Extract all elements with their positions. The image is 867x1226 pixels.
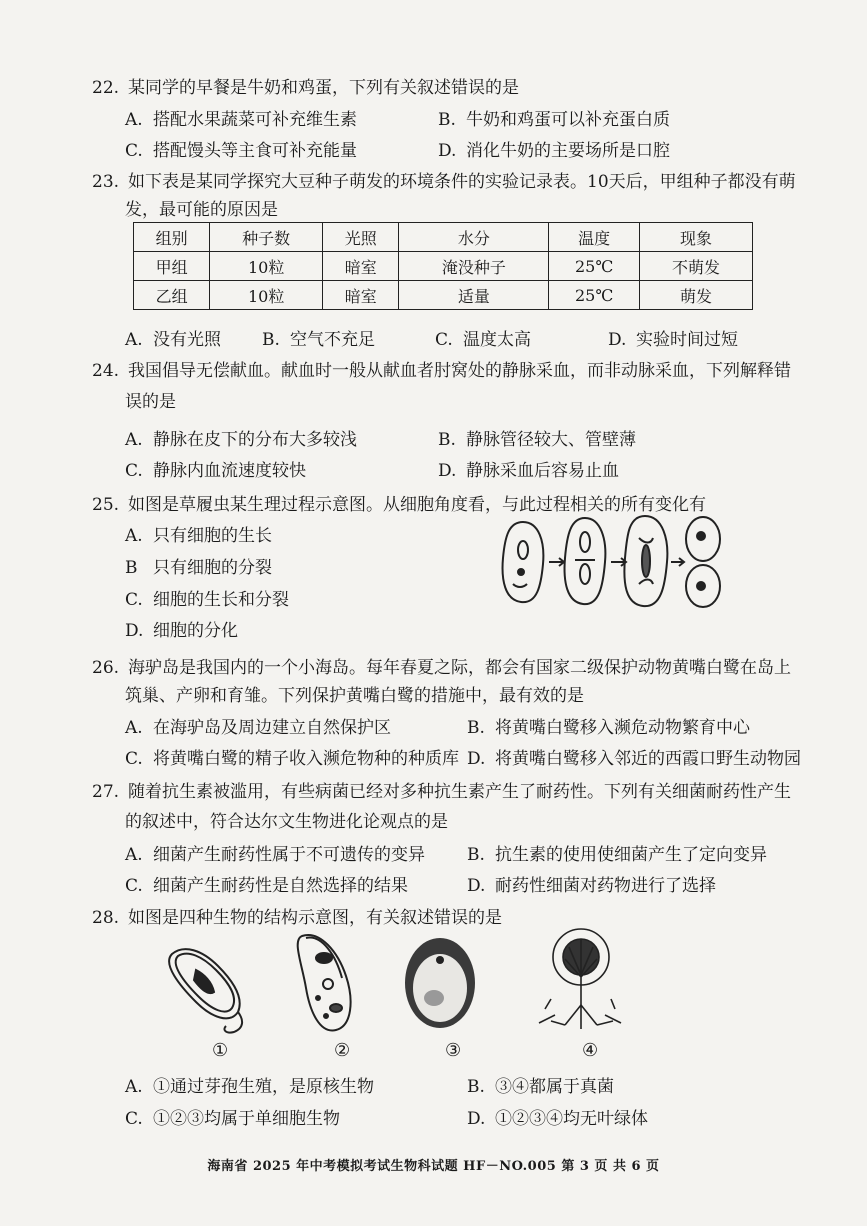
table-cell: 萌发 (639, 281, 752, 310)
table-cell: 暗室 (323, 252, 399, 281)
table-header: 种子数 (210, 223, 323, 252)
mold-figure (525, 925, 635, 1035)
table-header: 光照 (323, 223, 399, 252)
question-22-stem (92, 78, 519, 98)
q22-option-d: D. 消化牛奶的主要场所是口腔 (438, 141, 670, 161)
q24-option-d: D. 静脉采血后容易止血 (438, 461, 619, 481)
q27-option-a: A. 细菌产生耐药性属于不可遗传的变异 (125, 845, 425, 865)
table-header: 现象 (639, 223, 752, 252)
figure-label: ② (334, 1040, 351, 1061)
table-cell: 淹没种子 (399, 252, 549, 281)
question-number: 24. (92, 361, 120, 381)
figure-label: ③ (445, 1040, 462, 1061)
question-23-stem: 23. 如下表是某同学探究大豆种子萌发的环境条件的实验记录表。10天后，甲组种子都没有萌 (92, 172, 796, 192)
q24-option-b: B. 静脉管径较大、管壁薄 (438, 430, 636, 450)
q27-option-d: D. 耐药性细菌对药物进行了选择 (467, 876, 716, 896)
table-cell: 暗室 (323, 281, 399, 310)
question-number: 26. (92, 658, 120, 678)
table-cell: 不萌发 (639, 252, 752, 281)
table-cell: 25℃ (549, 281, 640, 310)
experiment-table (133, 222, 753, 310)
question-23-stem-cont: 发，最可能的原因是 (125, 200, 278, 220)
table-header: 水分 (399, 223, 549, 252)
q23-option-c: C. 温度太高 (435, 330, 531, 350)
table-cell: 乙组 (134, 281, 210, 310)
yeast-figure (400, 928, 480, 1038)
question-number: 28. (92, 908, 120, 928)
q23-option-d: D. 实验时间过短 (608, 330, 738, 350)
table-cell: 10粒 (210, 281, 323, 310)
q27-option-c: C. 细菌产生耐药性是自然选择的结果 (125, 876, 408, 896)
q24-option-c: C. 静脉内血流速度较快 (125, 461, 306, 481)
question-number: 23. (92, 172, 120, 192)
q23-option-b: B. 空气不充足 (262, 330, 375, 350)
question-28-stem: 28. 如图是四种生物的结构示意图，有关叙述错误的是 (92, 908, 502, 928)
paramecium-figure (290, 928, 370, 1038)
q25-option-c: C. 细胞的生长和分裂 (125, 590, 289, 610)
table-cell: 甲组 (134, 252, 210, 281)
table-cell: 适量 (399, 281, 549, 310)
table-row (134, 281, 753, 310)
q22-option-c: C. 搭配馒头等主食可补充能量 (125, 141, 357, 161)
q28-option-a: A. ①通过芽孢生殖，是原核生物 (125, 1077, 374, 1097)
q23-option-a: A. 没有光照 (125, 330, 221, 350)
question-number: 27. (92, 782, 120, 802)
q25-option-b: B 只有细胞的分裂 (125, 558, 272, 578)
q27-option-b: B. 抗生素的使用使细菌产生了定向变异 (467, 845, 767, 865)
table-header-row (134, 223, 753, 252)
q24-option-a: A. 静脉在皮下的分布大多较浅 (125, 430, 357, 450)
table-row (134, 252, 753, 281)
q28-option-d: D. ①②③④均无叶绿体 (467, 1109, 648, 1129)
question-26-stem-cont: 筑巢、产卵和育雏。下列保护黄嘴白鹭的措施中，最有效的是 (125, 686, 584, 706)
question-26-stem: 26. 海驴岛是我国内的一个小海岛。每年春夏之际，都会有国家二级保护动物黄嘴白鹭在岛上 (92, 658, 791, 678)
bacterium-figure (160, 940, 270, 1035)
table-cell: 10粒 (210, 252, 323, 281)
table-cell: 25℃ (549, 252, 640, 281)
figure-label: ④ (582, 1040, 599, 1061)
question-number: 22. (92, 78, 120, 98)
table-header: 组别 (134, 223, 210, 252)
page-footer: 海南省 2025 年中考模拟考试生物科试题 HF－NO.005 第 3 页 共 6 页 (207, 1159, 660, 1174)
question-27-stem: 27. 随着抗生素被滥用，有些病菌已经对多种抗生素产生了耐药性。下列有关细菌耐药性产生 (92, 782, 791, 802)
q26-option-d: D. 将黄嘴白鹭移入邻近的西霞口野生动物园 (467, 749, 801, 769)
q26-option-a: A. 在海驴岛及周边建立自然保护区 (125, 718, 391, 738)
q26-option-c: C. 将黄嘴白鹭的精子收入濒危物种的种质库 (125, 749, 459, 769)
q26-option-b: B. 将黄嘴白鹭移入濒危动物繁育中心 (467, 718, 750, 738)
paramecium-division-figure (495, 514, 725, 609)
q25-option-d: D. 细胞的分化 (125, 621, 238, 641)
q22-option-a: A. 搭配水果蔬菜可补充维生素 (125, 110, 357, 130)
q28-option-c: C. ①②③均属于单细胞生物 (125, 1109, 340, 1129)
question-number: 25. (92, 495, 120, 515)
question-24-stem-cont: 误的是 (125, 392, 176, 412)
question-25-stem: 25. 如图是草履虫某生理过程示意图。从细胞角度看，与此过程相关的所有变化有 (92, 495, 706, 515)
q25-option-a: A. 只有细胞的生长 (125, 526, 272, 546)
q22-option-b: B. 牛奶和鸡蛋可以补充蛋白质 (438, 110, 670, 130)
figure-label: ① (212, 1040, 229, 1061)
question-text: 某同学的早餐是牛奶和鸡蛋，下列有关叙述错误的是 (128, 78, 519, 98)
q28-option-b: B. ③④都属于真菌 (467, 1077, 614, 1097)
table-header: 温度 (549, 223, 640, 252)
question-27-stem-cont: 的叙述中，符合达尔文生物进化论观点的是 (125, 812, 448, 832)
question-24-stem: 24. 我国倡导无偿献血。献血时一般从献血者肘窝处的静脉采血，而非动脉采血，下列解释错 (92, 361, 791, 381)
